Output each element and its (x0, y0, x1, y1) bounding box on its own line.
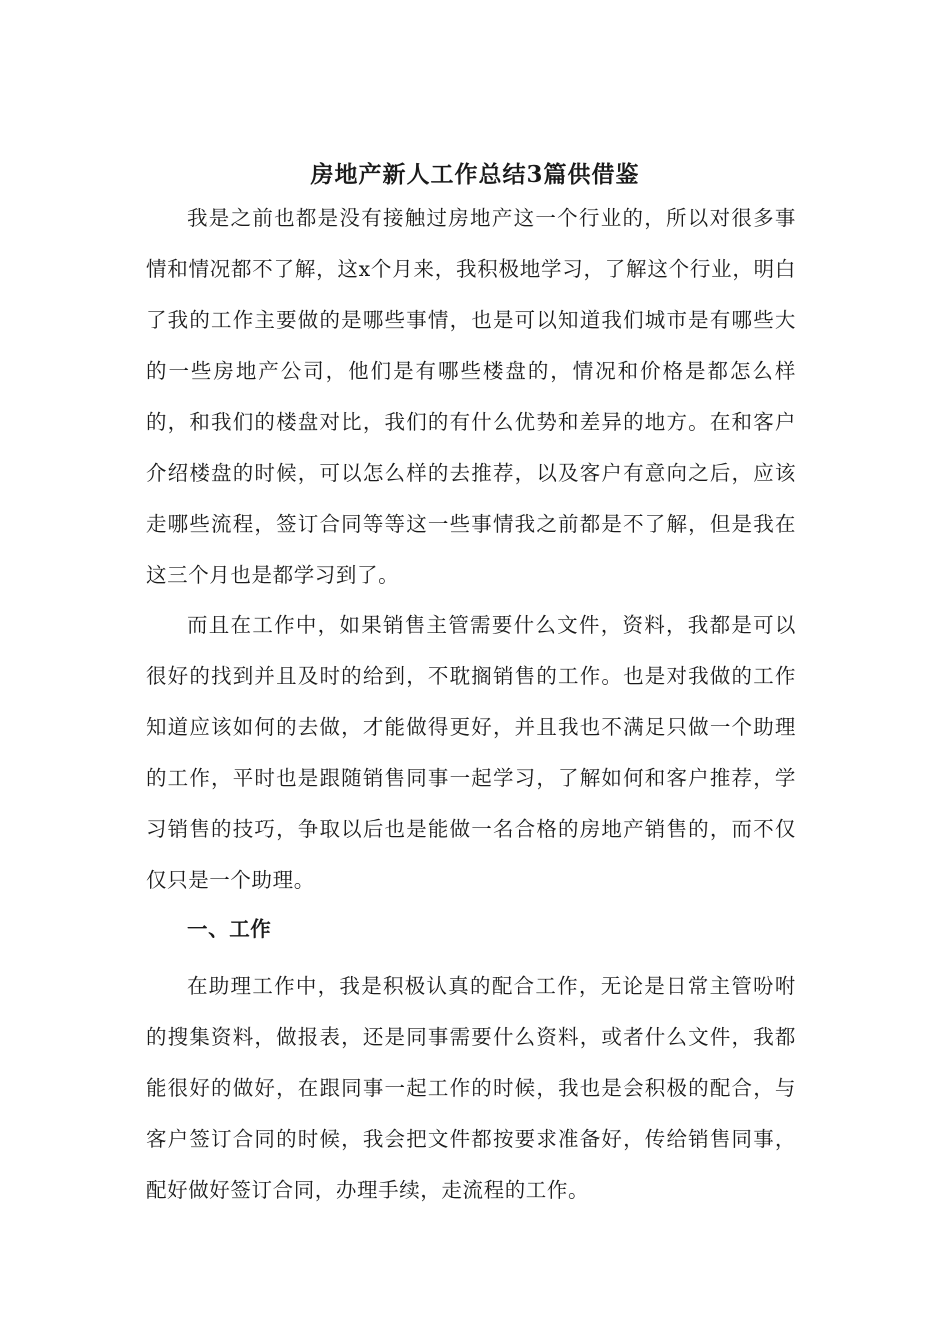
paragraph-2: 而且在工作中，如果销售主管需要什么文件，资料，我都是可以很好的找到并且及时的给到，不耽搁销售的工作。也是对我做的工作知道应该如何的去做，才能做得更好，并且我也不满足只做一个助理的工作，平时也是跟随销售同事一起学习，了解如何和客户推荐，学习销售的技巧，争取以后也是能做一名合格的房地产销售的，而不仅仅只是一个助理。 (146, 613, 796, 892)
paragraph-3: 在助理工作中，我是积极认真的配合工作，无论是日常主管吩咐的搜集资料，做报表，还是同事需要什么资料，或者什么文件，我都能很好的做好，在跟同事一起工作的时候，我也是会积极的配合，与客户签订合同的时候，我会把文件都按要求准备好，传给销售同事，配好做好签订合同，办理手续，走流程的工作。 (146, 974, 796, 1202)
document-title: 房地产新人工作总结3篇供借鉴 (310, 161, 640, 189)
paragraph-1: 我是之前也都是没有接触过房地产这一个行业的，所以对很多事情和情况都不了解，这x个月来，我积极地学习，了解这个行业，明白了我的工作主要做的是哪些事情，也是可以知道我们城市是有哪些大的一些房地产公司，他们是有哪些楼盘的，情况和价格是都怎么样的，和我们的楼盘对比，我们的有什么优势和差异的地方。在和客户介绍楼盘的时候，可以怎么样的去推荐，以及客户有意向之后，应该走哪些流程，签订合同等等这一些事情我之前都是不了解，但是我在这三个月也是都学习到了。 (146, 206, 796, 587)
section-heading: 一、工作 (187, 917, 272, 941)
